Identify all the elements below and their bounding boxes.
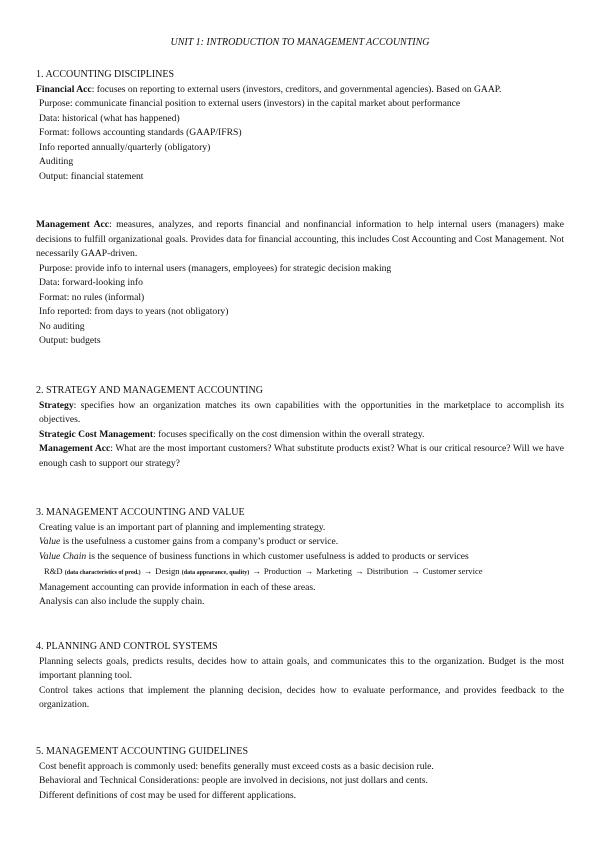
section-value: [36, 506, 564, 610]
control-paragraph: Control takes actions that implement the planning decision, decides how to evaluate performance, and provides feedback to the organization.: [39, 684, 564, 710]
definition-text: is the sequence of business functions in which customer usefulness is added to products or services: [86, 550, 469, 562]
section-planning-control: [36, 640, 564, 713]
scm-definition: [36, 428, 564, 443]
chain-step-customer-service: Customer service: [422, 566, 483, 576]
list-item: Info reported annually/quarterly (obligatory): [39, 141, 211, 153]
chain-step-rd: R&D: [44, 566, 63, 576]
list-item: Format: no rules (informal): [39, 291, 145, 303]
section-accounting-disciplines: [36, 68, 564, 184]
section-heading: 2. STRATEGY AND MANAGEMENT ACCOUNTING: [36, 385, 263, 396]
value-chain-flow: [36, 564, 564, 581]
arrow-icon: →: [354, 566, 364, 576]
section-heading: 1. ACCOUNTING DISCIPLINES: [36, 69, 175, 80]
definition-text: : focuses on reporting to external users (investors, creditors, and governmental agencies). Based on GAAP.: [91, 83, 502, 95]
definition-text: : focuses specifically on the cost dimension within the overall strategy.: [153, 428, 425, 440]
list-item: Different definitions of cost may be used for different applications.: [39, 789, 297, 801]
value-chain-definition: [36, 550, 564, 565]
definition-text: : measures, analyzes, and reports financial and nonfinancial information to help internal users (managers) make decisions to fulfill organizational goals. Provides data for financial accounting, this includes Cost Accounting and Cost Management. Not necessarily GAAP-driven.: [36, 219, 564, 259]
section-guidelines: [36, 745, 564, 803]
list-item: Auditing: [39, 156, 74, 167]
section-heading: 4. PLANNING AND CONTROL SYSTEMS: [36, 641, 218, 652]
list-item: Cost benefit approach is commonly used: benefits generally must exceed costs as a basic decision rule.: [39, 760, 434, 772]
list-item: Format: follows accounting standards (GAAP/IFRS): [39, 127, 242, 138]
section-heading: 5. MANAGEMENT ACCOUNTING GUIDELINES: [36, 746, 249, 757]
list-item: Output: financial statement: [39, 170, 144, 182]
management-acc-definition: [36, 218, 564, 262]
list-item: Data: historical (what has happened): [39, 112, 180, 124]
list-item: Behavioral and Technical Considerations: people are involved in decisions, not just dollars and cents.: [39, 775, 428, 786]
term: Value Chain: [39, 550, 87, 562]
value-definition: [36, 535, 564, 550]
chain-step-design: Design: [155, 566, 180, 576]
definition-text: is the usefulness a customer gains from a company’s product or service.: [60, 536, 339, 547]
definition-text: : specifies how an organization matches its own capabilities with the opportunities in the marketplace to accomplish its objectives.: [39, 399, 564, 425]
term: Management Acc: [39, 443, 111, 454]
management-acc-questions: [36, 442, 564, 471]
management-acc-block: [36, 218, 564, 349]
document-title: UNIT 1: INTRODUCTION TO MANAGEMENT ACCOUNTING: [170, 37, 430, 48]
list-item: Info reported: from days to years (not obligatory): [39, 306, 229, 317]
arrow-icon: →: [252, 566, 261, 576]
financial-acc-definition: [36, 83, 564, 98]
section-strategy: [36, 384, 564, 471]
term: Value: [39, 536, 61, 547]
term: Strategy: [39, 399, 74, 411]
chain-step-distribution: Distribution: [366, 566, 409, 576]
arrow-icon: →: [143, 566, 153, 576]
list-item: Output: budgets: [39, 335, 101, 346]
term: Management Acc: [36, 219, 110, 230]
value-line: Management accounting can provide information in each of these areas.: [39, 581, 316, 593]
list-item: No auditing: [39, 320, 85, 332]
list-item: Purpose: communicate financial position to external users (investors) in the capital market about performance: [39, 98, 461, 109]
arrow-icon: →: [411, 566, 420, 576]
planning-paragraph: Planning selects goals, predicts results, decides how to attain goals, and communicates this to the organization. Budget is the most important planning tool.: [39, 655, 564, 681]
list-item: Data: forward-looking info: [39, 277, 143, 288]
chain-note: (data characteristics of prod.): [64, 570, 141, 576]
chain-step-production: Production: [263, 566, 302, 576]
strategy-definition: [36, 399, 564, 428]
term: Financial Acc: [36, 83, 92, 95]
definition-text: : What are the most important customers? What substitute products exist? What is our critical resource? Will we have enough cash to support our strategy?: [39, 443, 564, 469]
arrow-icon: →: [304, 566, 314, 576]
value-line: Analysis can also include the supply chain.: [39, 596, 205, 607]
chain-step-marketing: Marketing: [316, 566, 352, 576]
term: Strategic Cost Management: [39, 428, 154, 440]
value-intro: Creating value is an important part of planning and implementing strategy.: [39, 521, 326, 533]
chain-note: (data appearance, quality): [181, 570, 250, 576]
list-item: Purpose: provide info to internal users (managers, employees) for strategic decision making: [39, 262, 392, 274]
section-heading: 3. MANAGEMENT ACCOUNTING AND VALUE: [36, 507, 245, 518]
